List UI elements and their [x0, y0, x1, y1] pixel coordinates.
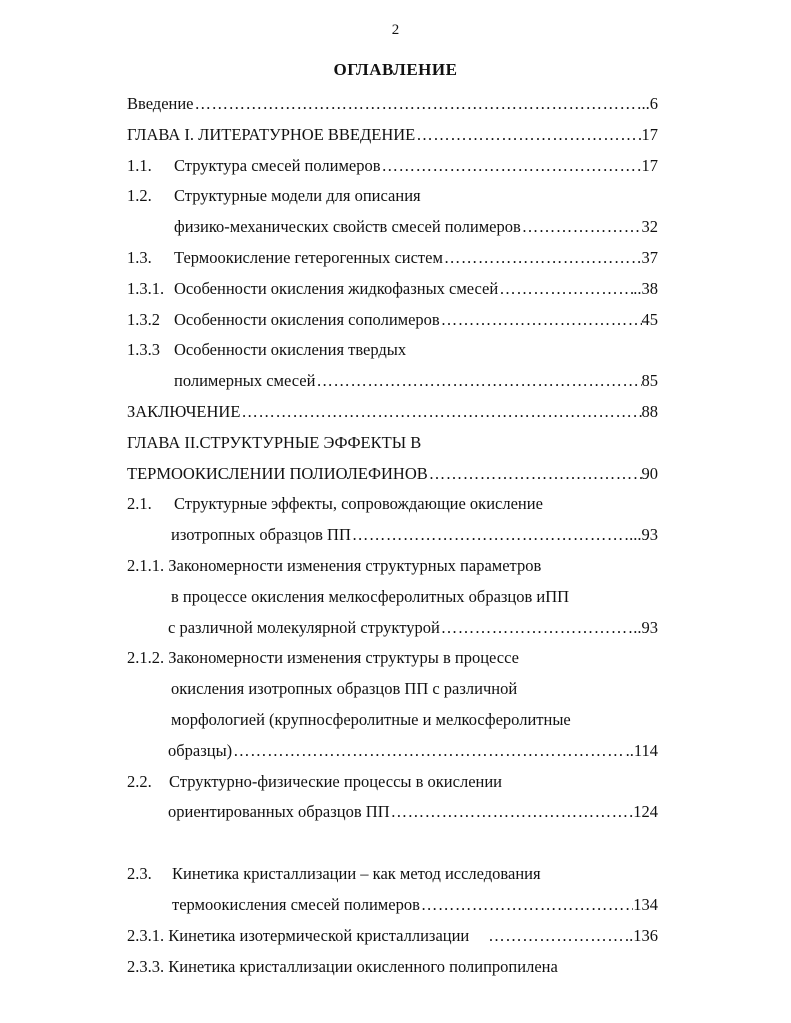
toc-entry[interactable] [0, 952, 791, 983]
toc-entry[interactable] [0, 890, 791, 921]
toc-entry-page: ..93 [633, 617, 658, 637]
toc-entry-text: Кинетика кристаллизации – как метод исследования [172, 864, 541, 884]
toc-entry-text: термоокисления смесей полимеров [172, 894, 420, 914]
toc-entry[interactable] [0, 151, 791, 182]
toc-entry-text: образцы) [168, 740, 233, 760]
toc-entry[interactable] [0, 459, 791, 490]
dot-leader [498, 274, 633, 305]
toc-entry-text: ЗАКЛЮЧЕНИЕ [127, 401, 241, 421]
toc-entry-text: морфологией (крупносферолитные и мелкосферолитные [171, 709, 571, 729]
toc-entry-page: .136 [629, 925, 658, 945]
toc-entry-text: ТЕРМООКИСЛЕНИИ ПОЛИОЛЕФИНОВ [127, 463, 428, 483]
dot-leader [440, 613, 633, 644]
toc-entry-page: 32 [641, 217, 658, 237]
toc-entry-page: 37 [641, 247, 658, 267]
toc-entry-text: в процессе окисления мелкосферолитных образцов иПП [171, 586, 570, 606]
toc-entry[interactable] [0, 428, 791, 459]
dot-leader [440, 305, 642, 336]
toc-entry[interactable] [0, 397, 791, 428]
dot-leader [351, 520, 629, 551]
toc-entry[interactable] [0, 120, 791, 151]
dot-leader [443, 243, 642, 274]
toc-entry-page: 88 [641, 401, 658, 421]
toc-entry[interactable] [0, 613, 791, 644]
toc-entry-page: 85 [641, 371, 658, 391]
toc-entry-page: ..38 [633, 278, 658, 298]
toc-entry-number: 1.3.2 [127, 309, 160, 329]
toc-entry-text: Структурные модели для описания [174, 186, 421, 206]
toc-entry-text: физико-механических свойств смесей полимеров [174, 217, 521, 237]
toc-entry-number: 2.3.1. [127, 925, 165, 945]
dot-leader [194, 89, 642, 120]
toc-entry-text: Структурно-физические процессы в окислении [169, 771, 503, 791]
dot-leader [487, 921, 629, 952]
toc-entry-page: 17 [641, 124, 658, 144]
dot-leader [315, 366, 641, 397]
toc-entry[interactable] [0, 582, 791, 613]
toc-entry[interactable] [0, 243, 791, 274]
toc-entry-page: 134 [633, 894, 658, 914]
dot-leader [232, 736, 625, 767]
toc-entry[interactable] [0, 89, 791, 120]
toc-entry-page: 45 [641, 309, 658, 329]
toc-entry[interactable] [0, 643, 791, 674]
toc-entry-text: Структура смесей полимеров [174, 155, 381, 175]
toc-entry-text: изотропных образцов ПП [171, 525, 351, 545]
toc-entry-number: 2.1. [127, 494, 152, 514]
toc-entry[interactable] [0, 305, 791, 336]
toc-entry[interactable] [0, 674, 791, 705]
toc-entry-number: 2.2. [127, 771, 152, 791]
toc-entry-number: 2.1.2. [127, 648, 165, 668]
toc-entry-text: Особенности окисления жидкофазных смесей [174, 278, 499, 298]
toc-entry-text: полимерных смесей [174, 371, 316, 391]
toc-entry-text: Особенности окисления твердых [174, 340, 407, 360]
toc-entry[interactable] [0, 181, 791, 212]
toc-entry[interactable] [0, 797, 791, 828]
toc-entry-text: ГЛАВА II.СТРУКТУРНЫЕ ЭФФЕКТЫ В [127, 432, 422, 452]
toc-entry-number: 1.3. [127, 247, 152, 267]
toc-entry-text: ГЛАВА I. ЛИТЕРАТУРНОЕ ВВЕДЕНИЕ [127, 124, 416, 144]
toc-entry-page: ..6 [641, 94, 658, 113]
toc-entry[interactable] [0, 551, 791, 582]
dot-leader [381, 151, 642, 182]
toc-entry[interactable] [0, 274, 791, 305]
toc-entry-number: 1.1. [127, 155, 152, 175]
toc-entry-text: с различной молекулярной структурой [168, 617, 440, 637]
toc-entry-text: окисления изотропных образцов ПП с различной [171, 679, 518, 699]
toc-entry-number: 1.2. [127, 186, 152, 206]
toc-entry[interactable] [0, 921, 791, 952]
dot-leader [240, 397, 641, 428]
toc-entry-page: 90 [641, 463, 658, 483]
toc-entry-number: 2.3.3. [127, 956, 165, 976]
toc-entry-page: ...93 [629, 525, 658, 545]
dot-leader [428, 459, 642, 490]
dot-leader [415, 120, 641, 151]
blank-line [0, 828, 791, 859]
toc-entry-number: 2.3. [127, 864, 152, 884]
toc-entry[interactable] [0, 859, 791, 890]
toc-entry-text: Закономерности изменения структуры в процессе [168, 648, 519, 668]
toc-entry-text: Структурные эффекты, сопровождающие окисление [174, 494, 543, 514]
page-number: 2 [391, 22, 400, 38]
toc-entry[interactable] [0, 705, 791, 736]
toc-entry-number: 1.3.3 [127, 340, 160, 360]
toc-entry-text: Термоокисление гетерогенных систем [174, 247, 443, 267]
toc-entry-text: Кинетика изотермической кристаллизации [168, 925, 470, 945]
dot-leader [390, 797, 630, 828]
toc-entry-number: 1.3.1. [127, 278, 165, 298]
toc-title: ОГЛАВЛЕНИЕ [333, 60, 458, 79]
toc-entry-page: 17 [641, 155, 658, 175]
toc-entry[interactable] [0, 767, 791, 798]
toc-entry[interactable] [0, 520, 791, 551]
toc-entry[interactable] [0, 335, 791, 366]
toc-entry-text: Особенности окисления сополимеров [174, 309, 440, 329]
toc-entry[interactable] [0, 366, 791, 397]
toc-entry-page: ..114 [625, 740, 658, 760]
dot-leader [521, 212, 642, 243]
toc-entry-number: 2.1.1. [127, 555, 165, 575]
toc-entry[interactable] [0, 736, 791, 767]
toc-entry-text: ориентированных образцов ПП [168, 802, 390, 822]
dot-leader [420, 890, 633, 921]
toc-entry-page: .124 [629, 802, 658, 822]
toc-entry[interactable] [0, 212, 791, 243]
toc-entry-text: Введение [127, 94, 194, 113]
toc-entry-text: Кинетика кристаллизации окисленного полипропилена [168, 956, 558, 976]
table-of-contents [0, 89, 791, 982]
toc-entry-text: Закономерности изменения структурных параметров [168, 555, 542, 575]
toc-entry[interactable] [0, 489, 791, 520]
